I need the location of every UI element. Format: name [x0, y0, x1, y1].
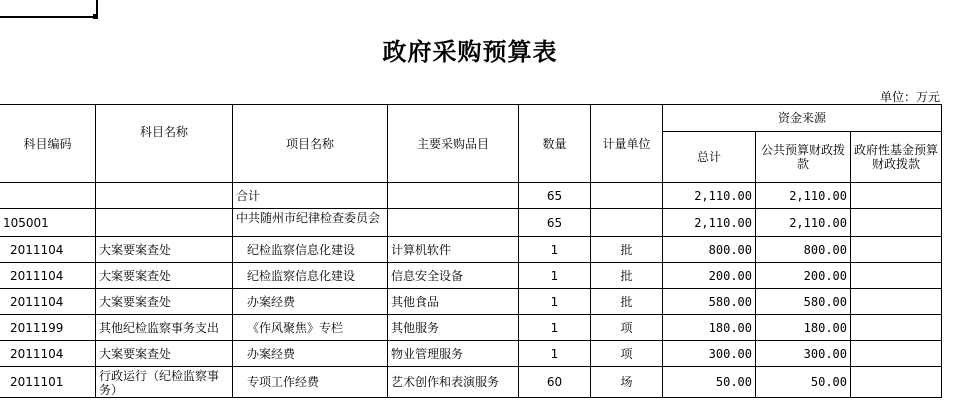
unit-label: 单位：万元	[879, 90, 940, 104]
cell-item[interactable]: 艺术创作和表演服务	[388, 367, 519, 398]
cell-project[interactable]: 专项工作经费	[233, 367, 388, 398]
cell-name[interactable]	[96, 183, 233, 209]
cell-total[interactable]: 800.00	[663, 237, 756, 263]
cell-public-budget[interactable]: 2,110.00	[756, 209, 851, 237]
cell-total[interactable]: 580.00	[663, 289, 756, 315]
table-row	[0, 341, 942, 367]
cell-project[interactable]: 中共随州市纪律检查委员会	[233, 209, 388, 237]
cell-code[interactable]: 2011104	[0, 237, 96, 263]
cell-qty[interactable]: 65	[519, 209, 591, 237]
table-row	[0, 289, 942, 315]
cell-project[interactable]: 纪检监察信息化建设	[233, 237, 388, 263]
header-funding[interactable]: 资金来源	[663, 105, 942, 132]
selected-cell-outline[interactable]	[0, 0, 98, 18]
cell-measure[interactable]	[591, 209, 663, 237]
cell-total[interactable]: 200.00	[663, 263, 756, 289]
cell-item[interactable]	[388, 183, 519, 209]
cell-qty[interactable]: 65	[519, 183, 591, 209]
budget-table	[0, 104, 942, 398]
table-row	[0, 237, 942, 263]
cell-public-budget[interactable]: 2,110.00	[756, 183, 851, 209]
sheet-title: 政府采购预算表	[382, 37, 558, 66]
cell-public-budget[interactable]: 580.00	[756, 289, 851, 315]
cell-measure[interactable]: 场	[591, 367, 663, 398]
cell-item[interactable]: 物业管理服务	[388, 341, 519, 367]
cell-measure[interactable]: 项	[591, 315, 663, 341]
cell-gov-fund[interactable]	[851, 315, 942, 341]
cell-qty[interactable]: 60	[519, 367, 591, 398]
header-public-budget[interactable]: 公共预算财政拨款	[756, 132, 851, 183]
cell-public-budget[interactable]: 800.00	[756, 237, 851, 263]
cell-gov-fund[interactable]	[851, 289, 942, 315]
cell-measure[interactable]: 批	[591, 289, 663, 315]
cell-qty[interactable]: 1	[519, 237, 591, 263]
cell-code[interactable]	[0, 183, 96, 209]
cell-item[interactable]: 其他服务	[388, 315, 519, 341]
cell-measure[interactable]: 批	[591, 263, 663, 289]
cell-public-budget[interactable]: 200.00	[756, 263, 851, 289]
cell-qty[interactable]: 1	[519, 289, 591, 315]
table-row	[0, 367, 942, 398]
cell-measure[interactable]: 批	[591, 237, 663, 263]
header-gov-fund[interactable]: 政府性基金预算财政拨款	[851, 132, 942, 183]
cell-item[interactable]: 计算机软件	[388, 237, 519, 263]
cell-public-budget[interactable]: 50.00	[756, 367, 851, 398]
cell-name[interactable]: 其他纪检监察事务支出	[96, 315, 233, 341]
cell-measure[interactable]	[591, 183, 663, 209]
header-project[interactable]: 项目名称	[233, 105, 388, 183]
table-row	[0, 209, 942, 237]
table-row	[0, 263, 942, 289]
cell-total[interactable]: 2,110.00	[663, 183, 756, 209]
cell-total[interactable]: 300.00	[663, 341, 756, 367]
cell-item[interactable]: 其他食品	[388, 289, 519, 315]
header-code[interactable]: 科目编码	[0, 105, 96, 183]
cell-qty[interactable]: 1	[519, 341, 591, 367]
cell-project[interactable]: 办案经费	[233, 341, 388, 367]
cell-code[interactable]: 2011104	[0, 263, 96, 289]
header-qty[interactable]: 数量	[519, 105, 591, 183]
cell-gov-fund[interactable]	[851, 341, 942, 367]
cell-name[interactable]: 大案要案查处	[96, 263, 233, 289]
cell-qty[interactable]: 1	[519, 263, 591, 289]
cell-gov-fund[interactable]	[851, 367, 942, 398]
fill-handle[interactable]	[93, 14, 98, 19]
cell-gov-fund[interactable]	[851, 237, 942, 263]
cell-total[interactable]: 2,110.00	[663, 209, 756, 237]
cell-total[interactable]: 180.00	[663, 315, 756, 341]
cell-project[interactable]: 纪检监察信息化建设	[233, 263, 388, 289]
cell-gov-fund[interactable]	[851, 263, 942, 289]
cell-code[interactable]: 2011104	[0, 341, 96, 367]
table-row	[0, 315, 942, 341]
cell-item[interactable]: 信息安全设备	[388, 263, 519, 289]
cell-name[interactable]	[96, 209, 233, 237]
cell-project[interactable]: 合计	[233, 183, 388, 209]
cell-gov-fund[interactable]	[851, 209, 942, 237]
cell-code[interactable]: 105001	[0, 209, 96, 237]
header-name[interactable]: 科目名称	[96, 105, 233, 183]
cell-qty[interactable]: 1	[519, 315, 591, 341]
header-item[interactable]: 主要采购品目	[388, 105, 519, 183]
cell-project[interactable]: 办案经费	[233, 289, 388, 315]
cell-name[interactable]: 大案要案查处	[96, 237, 233, 263]
cell-name[interactable]: 大案要案查处	[96, 341, 233, 367]
table-row	[0, 183, 942, 209]
cell-code[interactable]: 2011104	[0, 289, 96, 315]
cell-public-budget[interactable]: 180.00	[756, 315, 851, 341]
header-row-1	[0, 105, 942, 132]
cell-project[interactable]: 《作风聚焦》专栏	[233, 315, 388, 341]
cell-gov-fund[interactable]	[851, 183, 942, 209]
header-total[interactable]: 总计	[663, 132, 756, 183]
cell-total[interactable]: 50.00	[663, 367, 756, 398]
cell-public-budget[interactable]: 300.00	[756, 341, 851, 367]
cell-measure[interactable]: 项	[591, 341, 663, 367]
cell-code[interactable]: 2011199	[0, 315, 96, 341]
cell-code[interactable]: 2011101	[0, 367, 96, 398]
cell-item[interactable]	[388, 209, 519, 237]
header-measure[interactable]: 计量单位	[591, 105, 663, 183]
cell-name[interactable]: 行政运行（纪检监察事务）	[96, 367, 233, 398]
cell-name[interactable]: 大案要案查处	[96, 289, 233, 315]
